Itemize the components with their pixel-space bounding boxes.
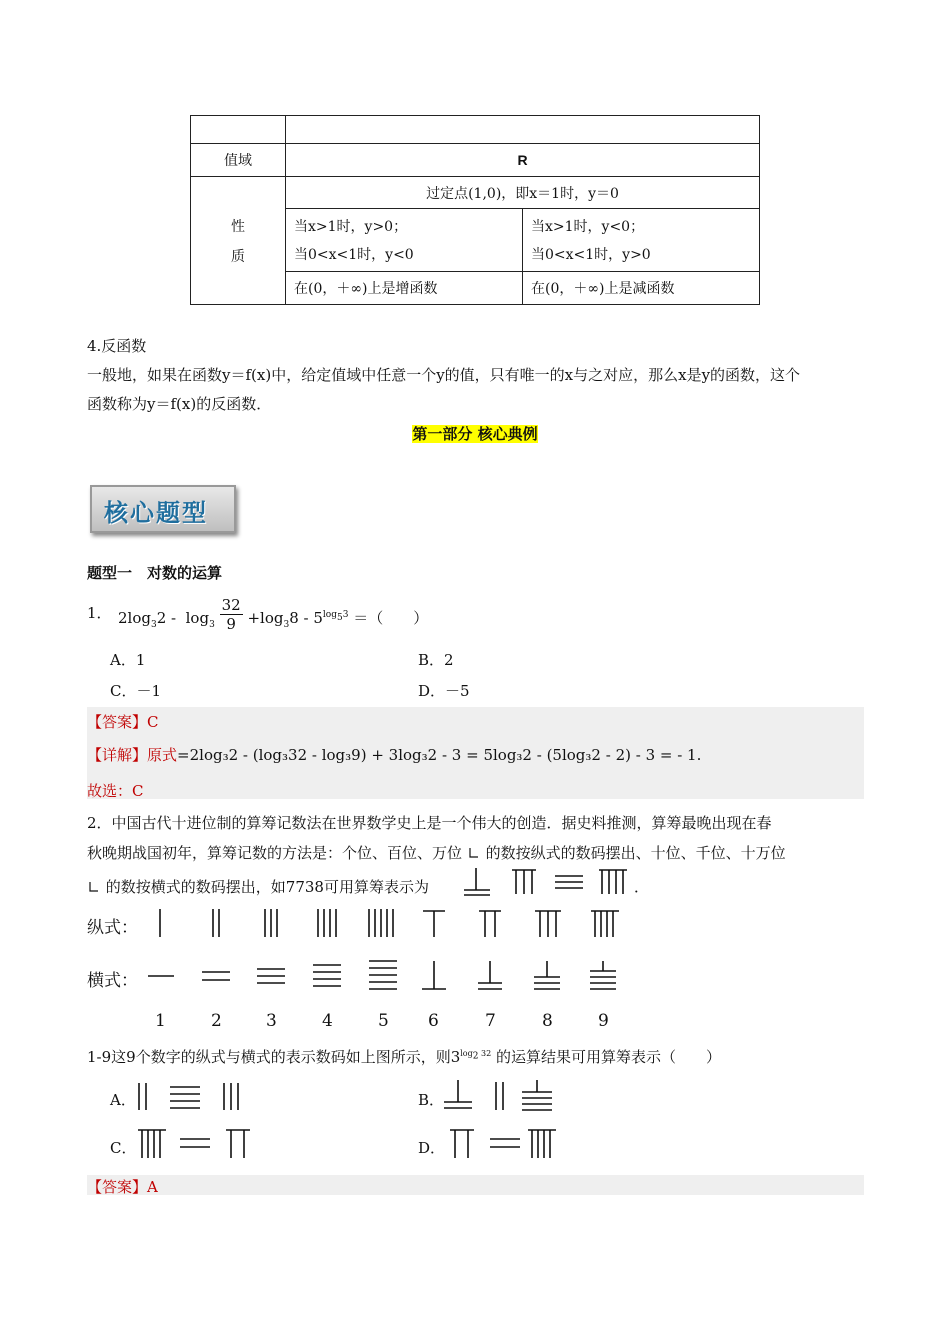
fixed-point: 过定点(1,0)，即x＝1时，y＝0 xyxy=(286,177,760,209)
q2-line-2 xyxy=(87,842,786,863)
q2-option-a-label: A． xyxy=(110,1091,136,1109)
digit: 6 xyxy=(428,1011,439,1031)
type-heading: 题型一 对数的运算 xyxy=(87,564,223,582)
right-sign-1: 当x>1时，y<0； xyxy=(531,219,645,235)
table-empty-cell xyxy=(286,116,760,144)
q2-answer-value: A xyxy=(147,1178,158,1196)
vertical-rods xyxy=(160,909,619,937)
range-value: R xyxy=(286,144,760,177)
horizontal-label: 横式： xyxy=(87,971,138,991)
answer-value: C xyxy=(147,713,159,731)
digit: 3 xyxy=(266,1011,277,1031)
q2-answer-line xyxy=(87,1176,158,1197)
q2-option-b-rods xyxy=(442,1078,557,1114)
digit: 9 xyxy=(598,1011,609,1031)
q2-option-a-rods xyxy=(134,1080,244,1114)
question-number: 1． xyxy=(87,604,112,622)
logo-text: 核心题型 xyxy=(104,498,208,527)
option-d: D．－5 xyxy=(418,682,470,700)
q2-answer-tag: 【答案】 xyxy=(87,1178,148,1196)
props-label-2: 质 xyxy=(231,248,245,265)
rod-7738-icon xyxy=(462,864,632,900)
part-heading: 第一部分 核心典例 xyxy=(412,425,538,443)
q2-answer-block xyxy=(87,1175,864,1195)
props-label-1: 性 xyxy=(231,218,245,235)
q2-line-3 xyxy=(87,876,429,897)
q2-option-d-rods xyxy=(444,1126,564,1162)
q2-question-line: 1-9这9个数字的纵式与横式的表示数码如上图所示，则$3^{log_2 32}$ 的运算结果可用算筹表示（ ） xyxy=(87,1048,722,1066)
digit: 8 xyxy=(542,1011,553,1031)
vertical-label: 纵式： xyxy=(87,918,138,938)
digit: 7 xyxy=(485,1011,496,1031)
digit: 5 xyxy=(378,1011,389,1031)
section-title: 4.反函数 xyxy=(87,337,147,355)
digit-row xyxy=(140,1011,630,1033)
option-a: A．1 xyxy=(110,651,146,669)
paragraph-line: 函数称为y＝f(x)的反函数． xyxy=(87,395,272,413)
corner-mark-icon xyxy=(87,880,101,894)
q2-line-3-text: 的数按横式的数码摆出，如7738可用算筹表示为 xyxy=(105,878,429,896)
option-c: C．－1 xyxy=(110,682,162,700)
left-sign-cell xyxy=(286,209,523,272)
q1-tail: ＝（ ） xyxy=(353,608,429,627)
left-sign-1: 当x>1时，y>0； xyxy=(294,219,408,235)
horizontal-rods xyxy=(148,961,616,989)
range-label: 值域 xyxy=(191,144,286,177)
q1-expression: $2\log_32 - \log_3$ $\frac{32}{9}$ $+\log_38 - 5^{log_53}$ ＝（ ） xyxy=(118,596,429,633)
detail-tag: 【详解】 xyxy=(87,746,148,764)
q2-question-a: 1-9这9个数字的纵式与横式的表示数码如上图所示，则3 xyxy=(87,1048,461,1066)
q2-option-d-label: D． xyxy=(418,1139,446,1157)
log-properties-table xyxy=(190,115,760,305)
option-b: B．2 xyxy=(418,651,454,669)
paragraph-line: 一般地，如果在函数y＝f(x)中，给定值域中任意一个y的值，只有唯一的x与之对应，那么x是y的函数，这个 xyxy=(87,366,801,384)
props-label xyxy=(191,177,286,305)
q2-line-2b: 的数按纵式的数码摆出、十位、千位、十万位 xyxy=(485,844,786,862)
core-topic-logo xyxy=(90,485,236,533)
right-sign-2: 当0<x<1时，y>0 xyxy=(531,247,651,263)
corner-mark-icon xyxy=(467,846,481,860)
q2-option-b-label: B． xyxy=(418,1091,445,1109)
answer-line xyxy=(87,711,159,732)
detail-expression: =2log₃2 - (log₃32 - log₃9) + 3log₃2 - 3 = 5log₃2 - (5log₃2 - 2) - 3 = - 1. xyxy=(177,746,702,764)
digit: 2 xyxy=(211,1011,222,1031)
rod-numeral-figure xyxy=(140,905,630,995)
monotonic-decreasing: 在(0，＋∞)上是减函数 xyxy=(523,272,760,305)
q2-question-b: 的运算结果可用算筹表示（ ） xyxy=(496,1048,722,1066)
digit: 1 xyxy=(155,1011,166,1031)
table-empty-cell xyxy=(191,116,286,144)
right-sign-cell xyxy=(523,209,760,272)
q2-option-c-label: C． xyxy=(110,1139,137,1157)
q2-line-3-end: ． xyxy=(634,878,650,896)
answer-tag: 【答案】 xyxy=(87,713,148,731)
q2-option-c-rods xyxy=(134,1126,254,1162)
q2-line-1: 2．中国古代十进位制的算筹记数法在世界数学史上是一个伟大的创造．据史料推测，算筹最晚出现在春 xyxy=(87,814,772,832)
detail-line xyxy=(87,744,701,765)
monotonic-increasing: 在(0，＋∞)上是增函数 xyxy=(286,272,523,305)
left-sign-2: 当0<x<1时，y<0 xyxy=(294,247,414,263)
detail-prefix: 原式 xyxy=(147,746,178,764)
choose-line: 故选：C xyxy=(87,782,144,800)
q2-line-2a: 秋晚期战国初年，算筹记数的方法是：个位、百位、万位 xyxy=(87,844,463,862)
digit: 4 xyxy=(322,1011,333,1031)
